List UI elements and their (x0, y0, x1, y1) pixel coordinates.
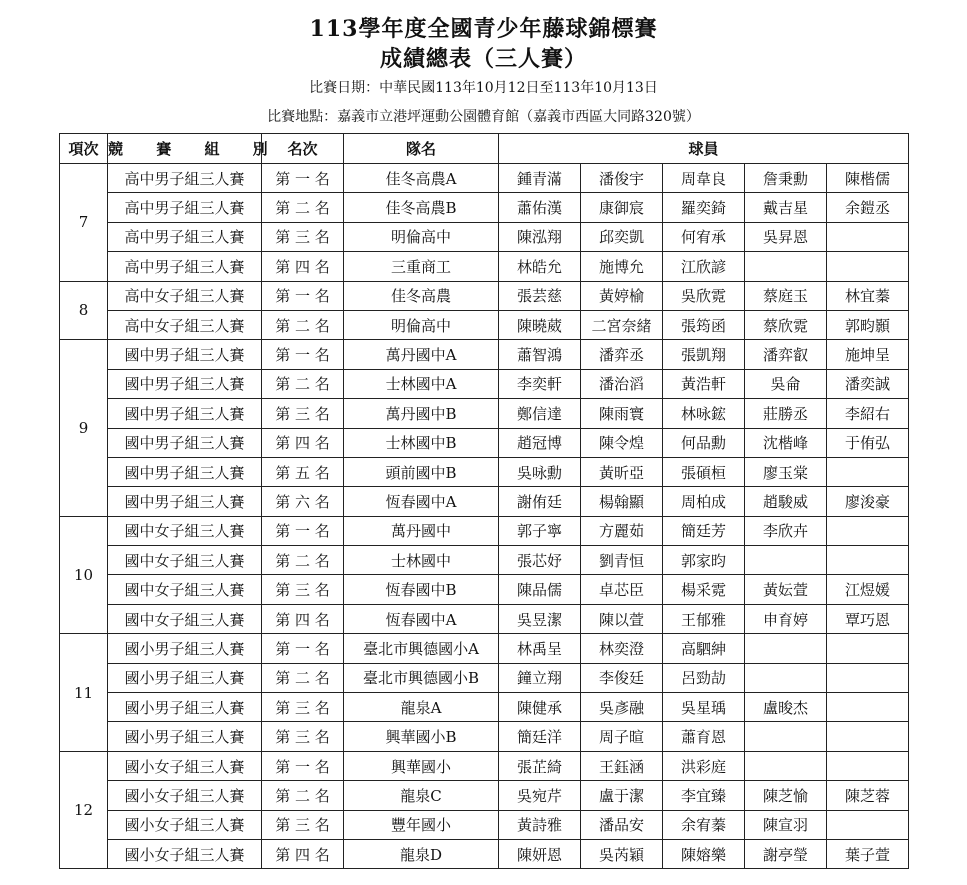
player-cell: 周子暄 (581, 722, 663, 751)
player-cell: 楊翰顯 (581, 487, 663, 516)
table-row (60, 252, 909, 281)
player-cell: 申育婷 (745, 604, 827, 633)
player-cell: 余宥蓁 (663, 810, 745, 839)
item-number: 9 (60, 340, 108, 516)
player-cell: 陳曉葳 (499, 310, 581, 339)
player-cell: 施坤呈 (827, 340, 909, 369)
division-cell: 高中女子組三人賽 (108, 310, 262, 339)
player-cell: 王鈺涵 (581, 751, 663, 780)
player-cell: 陳嫆樂 (663, 839, 745, 868)
player-cell: 吳欣霓 (663, 281, 745, 310)
rank-cell: 第 二 名 (262, 369, 344, 398)
team-cell: 恆春國中A (344, 604, 499, 633)
table-row (60, 575, 909, 604)
player-cell: 林禹呈 (499, 634, 581, 663)
team-cell: 臺北市興德國小B (344, 663, 499, 692)
rank-cell: 第 一 名 (262, 340, 344, 369)
player-cell: 蕭育恩 (663, 722, 745, 751)
table-row (60, 222, 909, 251)
player-cell (827, 516, 909, 545)
player-cell (827, 810, 909, 839)
player-cell: 潘弈丞 (581, 340, 663, 369)
player-cell: 盧于潔 (581, 781, 663, 810)
player-cell: 江煜媛 (827, 575, 909, 604)
division-cell: 國小男子組三人賽 (108, 663, 262, 692)
division-cell: 國小男子組三人賽 (108, 722, 262, 751)
player-cell: 陳泓翔 (499, 222, 581, 251)
player-cell: 張筠函 (663, 310, 745, 339)
player-cell (827, 222, 909, 251)
item-number: 8 (60, 281, 108, 340)
player-cell: 林宜蓁 (827, 281, 909, 310)
rank-cell: 第 一 名 (262, 751, 344, 780)
player-cell: 簡廷洋 (499, 722, 581, 751)
division-cell: 高中男子組三人賽 (108, 252, 262, 281)
player-cell (745, 722, 827, 751)
player-cell: 黃浩軒 (663, 369, 745, 398)
table-row (60, 693, 909, 722)
rank-cell: 第 一 名 (262, 281, 344, 310)
rank-cell: 第 三 名 (262, 693, 344, 722)
player-cell: 陳芝蓉 (827, 781, 909, 810)
rank-cell: 第 三 名 (262, 222, 344, 251)
rank-cell: 第 二 名 (262, 193, 344, 222)
division-cell: 國中男子組三人賽 (108, 340, 262, 369)
table-row (60, 722, 909, 751)
player-cell (827, 693, 909, 722)
table-row (60, 457, 909, 486)
team-cell: 明倫高中 (344, 310, 499, 339)
table-row (60, 604, 909, 633)
player-cell (827, 751, 909, 780)
player-cell: 張凱翔 (663, 340, 745, 369)
player-cell: 陳楷儒 (827, 164, 909, 193)
table-row (60, 369, 909, 398)
rank-cell: 第 四 名 (262, 252, 344, 281)
rank-cell: 第 六 名 (262, 487, 344, 516)
player-cell: 陳令煌 (581, 428, 663, 457)
team-cell: 萬丹國中B (344, 399, 499, 428)
competition-date: 比賽日期：中華民國113年10月12日至113年10月13日 (309, 80, 658, 96)
division-cell: 國中男子組三人賽 (108, 369, 262, 398)
table-row (60, 164, 909, 193)
table-row (60, 428, 909, 457)
player-cell: 二宮奈緒 (581, 310, 663, 339)
player-cell: 張芸慈 (499, 281, 581, 310)
player-cell: 陳以萱 (581, 604, 663, 633)
division-cell: 國小女子組三人賽 (108, 781, 262, 810)
header-players: 球員 (499, 134, 909, 164)
player-cell: 張碩桓 (663, 457, 745, 486)
player-cell: 吳咏勳 (499, 457, 581, 486)
team-cell: 臺北市興德國小A (344, 634, 499, 663)
player-cell (745, 663, 827, 692)
rank-cell: 第 五 名 (262, 457, 344, 486)
rank-cell: 第 二 名 (262, 781, 344, 810)
table-row (60, 546, 909, 575)
player-cell: 簡廷芳 (663, 516, 745, 545)
player-cell: 陳芝愉 (745, 781, 827, 810)
player-cell (827, 457, 909, 486)
player-cell: 葉子萱 (827, 839, 909, 868)
table-row (60, 487, 909, 516)
division-cell: 國中男子組三人賽 (108, 428, 262, 457)
team-cell: 豐年國小 (344, 810, 499, 839)
player-cell: 劉青恒 (581, 546, 663, 575)
player-cell: 張芯妤 (499, 546, 581, 575)
player-cell: 趙駿威 (745, 487, 827, 516)
player-cell (745, 252, 827, 281)
rank-cell: 第 一 名 (262, 516, 344, 545)
player-cell: 潘治滔 (581, 369, 663, 398)
player-cell: 潘奕誠 (827, 369, 909, 398)
division-cell: 國中男子組三人賽 (108, 457, 262, 486)
player-cell: 高駟紳 (663, 634, 745, 663)
team-cell: 士林國中A (344, 369, 499, 398)
player-cell (827, 252, 909, 281)
rank-cell: 第 三 名 (262, 722, 344, 751)
division-cell: 國小女子組三人賽 (108, 810, 262, 839)
team-cell: 恆春國中A (344, 487, 499, 516)
division-cell: 國中女子組三人賽 (108, 575, 262, 604)
player-cell: 邱奕凱 (581, 222, 663, 251)
player-cell: 廖玉棠 (745, 457, 827, 486)
player-cell: 謝侑廷 (499, 487, 581, 516)
player-cell (745, 546, 827, 575)
team-cell: 龍泉C (344, 781, 499, 810)
table-row (60, 516, 909, 545)
rank-cell: 第 二 名 (262, 310, 344, 339)
division-cell: 國中女子組三人賽 (108, 546, 262, 575)
player-cell (827, 722, 909, 751)
table-row (60, 634, 909, 663)
player-cell: 趙冠博 (499, 428, 581, 457)
player-cell: 鐘立翔 (499, 663, 581, 692)
player-cell (745, 751, 827, 780)
player-cell: 李欣卉 (745, 516, 827, 545)
player-cell: 吳侖 (745, 369, 827, 398)
document-title: 113學年度全國青少年藤球錦標賽 (309, 16, 658, 42)
player-cell (745, 634, 827, 663)
table-row (60, 839, 909, 868)
player-cell: 黃妘萱 (745, 575, 827, 604)
header-no: 項次 (60, 134, 108, 164)
player-cell: 黃昕亞 (581, 457, 663, 486)
team-cell: 佳冬高農B (344, 193, 499, 222)
division-cell: 國中男子組三人賽 (108, 487, 262, 516)
table-row (60, 193, 909, 222)
player-cell: 陳品儒 (499, 575, 581, 604)
item-number: 10 (60, 516, 108, 634)
player-cell: 沈楷峰 (745, 428, 827, 457)
player-cell: 廖浚豪 (827, 487, 909, 516)
rank-cell: 第 二 名 (262, 546, 344, 575)
division-cell: 國中女子組三人賽 (108, 604, 262, 633)
player-cell: 施博允 (581, 252, 663, 281)
player-cell: 潘品安 (581, 810, 663, 839)
player-cell: 李宜臻 (663, 781, 745, 810)
table-row (60, 399, 909, 428)
player-cell: 余鎧丞 (827, 193, 909, 222)
team-cell: 興華國小 (344, 751, 499, 780)
player-cell: 盧晙杰 (745, 693, 827, 722)
player-cell: 鍾青滿 (499, 164, 581, 193)
division-cell: 國小女子組三人賽 (108, 839, 262, 868)
team-cell: 興華國小B (344, 722, 499, 751)
team-cell: 頭前國中B (344, 457, 499, 486)
team-cell: 龍泉A (344, 693, 499, 722)
player-cell: 林咏鋐 (663, 399, 745, 428)
player-cell: 吳彥融 (581, 693, 663, 722)
player-cell: 戴吉星 (745, 193, 827, 222)
player-cell: 呂勁劼 (663, 663, 745, 692)
competition-venue: 比賽地點：嘉義市立港坪運動公園體育館（嘉義市西區大同路320號） (267, 109, 700, 125)
player-cell: 周柏成 (663, 487, 745, 516)
player-cell: 林奕澄 (581, 634, 663, 663)
player-cell: 覃巧恩 (827, 604, 909, 633)
player-cell: 楊采霓 (663, 575, 745, 604)
player-cell (827, 546, 909, 575)
player-cell: 林皓允 (499, 252, 581, 281)
player-cell: 陳雨寰 (581, 399, 663, 428)
player-cell: 張芷綺 (499, 751, 581, 780)
player-cell: 郭子寧 (499, 516, 581, 545)
player-cell: 鄭信達 (499, 399, 581, 428)
table-row (60, 810, 909, 839)
team-cell: 士林國中B (344, 428, 499, 457)
player-cell: 江欣諺 (663, 252, 745, 281)
rank-cell: 第 四 名 (262, 839, 344, 868)
header-rank: 名次 (262, 134, 344, 164)
player-cell: 陳健承 (499, 693, 581, 722)
player-cell (827, 663, 909, 692)
team-cell: 士林國中 (344, 546, 499, 575)
player-cell: 何宥承 (663, 222, 745, 251)
division-cell: 國小女子組三人賽 (108, 751, 262, 780)
division-cell: 高中男子組三人賽 (108, 222, 262, 251)
table-row (60, 781, 909, 810)
player-cell: 羅奕錡 (663, 193, 745, 222)
table-row (60, 281, 909, 310)
team-cell: 佳冬高農A (344, 164, 499, 193)
player-cell: 詹秉勳 (745, 164, 827, 193)
team-cell: 佳冬高農 (344, 281, 499, 310)
results-table (59, 133, 909, 869)
team-cell: 明倫高中 (344, 222, 499, 251)
division-cell: 國小男子組三人賽 (108, 693, 262, 722)
player-cell: 黃詩雅 (499, 810, 581, 839)
player-cell: 蔡庭玉 (745, 281, 827, 310)
player-cell: 方麗茹 (581, 516, 663, 545)
player-cell: 何品勳 (663, 428, 745, 457)
player-cell: 吳星瑀 (663, 693, 745, 722)
player-cell: 潘俊宇 (581, 164, 663, 193)
rank-cell: 第 三 名 (262, 399, 344, 428)
player-cell: 李俊廷 (581, 663, 663, 692)
division-cell: 國中男子組三人賽 (108, 399, 262, 428)
player-cell: 李紹右 (827, 399, 909, 428)
team-cell: 萬丹國中A (344, 340, 499, 369)
player-cell: 吳昱潔 (499, 604, 581, 633)
header-division: 競 賽 組 別 (108, 134, 262, 164)
division-cell: 國小男子組三人賽 (108, 634, 262, 663)
player-cell: 郭家昀 (663, 546, 745, 575)
player-cell: 康御宸 (581, 193, 663, 222)
results-body (60, 164, 909, 869)
item-number: 7 (60, 164, 108, 282)
header-row (60, 134, 909, 164)
rank-cell: 第 二 名 (262, 663, 344, 692)
player-cell: 陳妍恩 (499, 839, 581, 868)
division-cell: 國中女子組三人賽 (108, 516, 262, 545)
player-cell: 于侑弘 (827, 428, 909, 457)
rank-cell: 第 一 名 (262, 164, 344, 193)
team-cell: 龍泉D (344, 839, 499, 868)
player-cell: 周韋良 (663, 164, 745, 193)
table-row (60, 751, 909, 780)
division-cell: 高中女子組三人賽 (108, 281, 262, 310)
item-number: 12 (60, 751, 108, 869)
player-cell: 陳宣羽 (745, 810, 827, 839)
header-team: 隊名 (344, 134, 499, 164)
player-cell: 吳芮穎 (581, 839, 663, 868)
table-row (60, 310, 909, 339)
player-cell: 莊勝丞 (745, 399, 827, 428)
player-cell: 李奕軒 (499, 369, 581, 398)
player-cell: 謝亭瑩 (745, 839, 827, 868)
table-row (60, 663, 909, 692)
rank-cell: 第 四 名 (262, 428, 344, 457)
player-cell: 黃婷榆 (581, 281, 663, 310)
rank-cell: 第 三 名 (262, 575, 344, 604)
player-cell: 吳昇恩 (745, 222, 827, 251)
table-row (60, 340, 909, 369)
item-number: 11 (60, 634, 108, 752)
player-cell: 蔡欣霓 (745, 310, 827, 339)
player-cell: 潘弈叡 (745, 340, 827, 369)
player-cell: 吳宛芹 (499, 781, 581, 810)
team-cell: 萬丹國中 (344, 516, 499, 545)
player-cell: 王郁雅 (663, 604, 745, 633)
player-cell (827, 634, 909, 663)
player-cell: 蕭智鴻 (499, 340, 581, 369)
document-subtitle: 成績總表（三人賽） (379, 46, 587, 72)
rank-cell: 第 一 名 (262, 634, 344, 663)
player-cell: 洪彩庭 (663, 751, 745, 780)
player-cell: 郭畇顥 (827, 310, 909, 339)
team-cell: 恆春國中B (344, 575, 499, 604)
player-cell: 卓芯臣 (581, 575, 663, 604)
division-cell: 高中男子組三人賽 (108, 193, 262, 222)
division-cell: 高中男子組三人賽 (108, 164, 262, 193)
team-cell: 三重商工 (344, 252, 499, 281)
player-cell: 蕭佑漢 (499, 193, 581, 222)
rank-cell: 第 四 名 (262, 604, 344, 633)
rank-cell: 第 三 名 (262, 810, 344, 839)
